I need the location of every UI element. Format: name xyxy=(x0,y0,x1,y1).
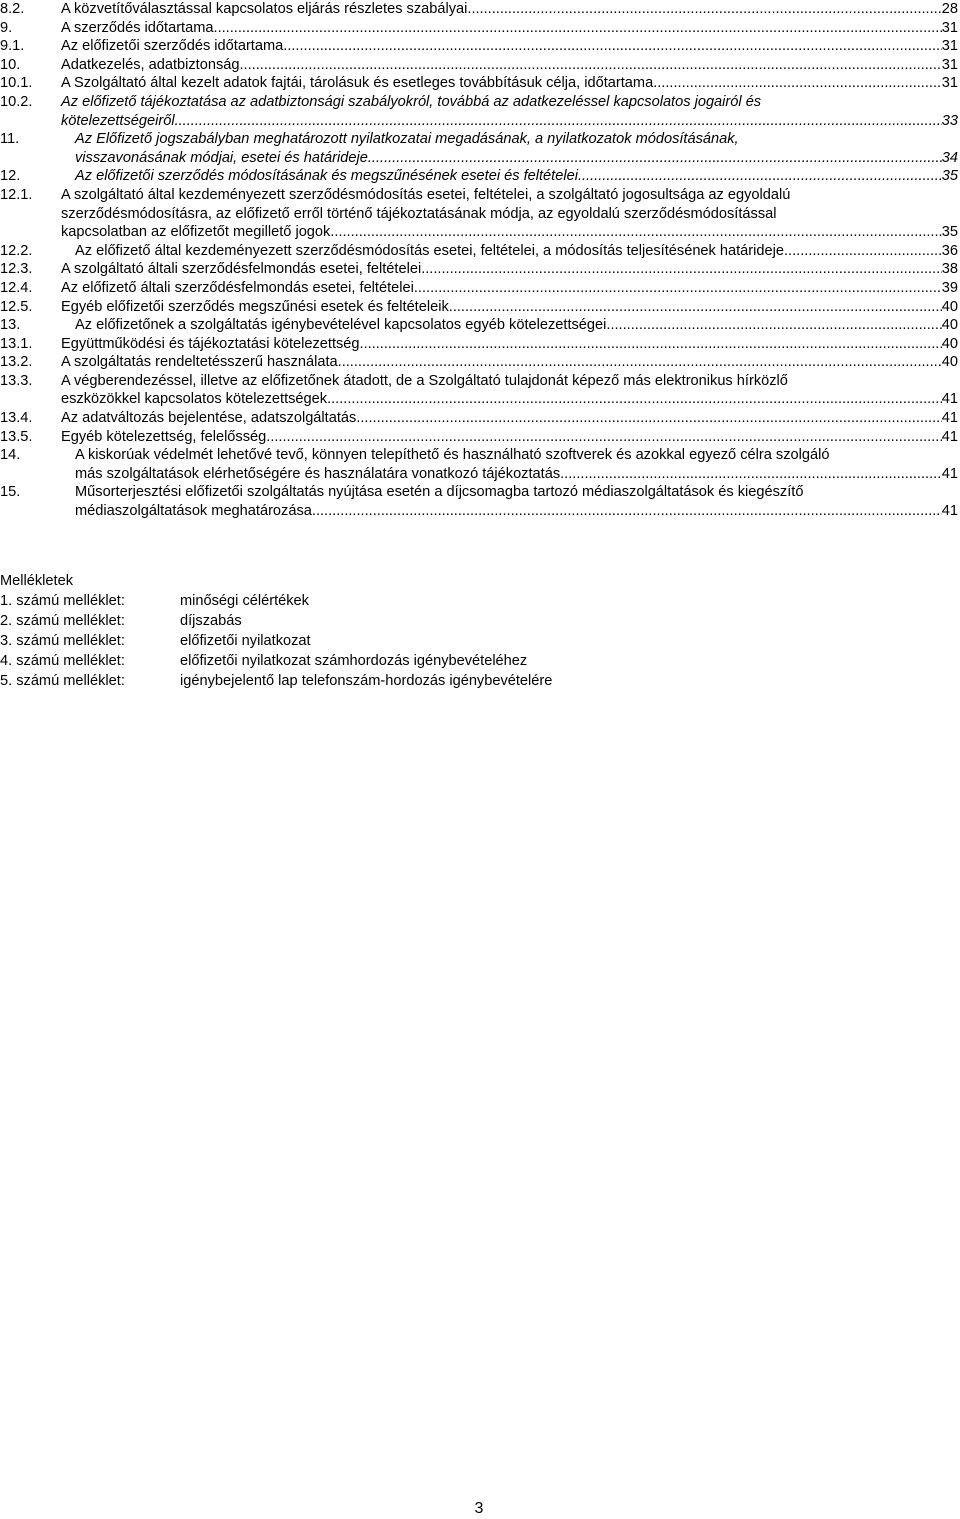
page-number: 3 xyxy=(474,1500,484,1517)
toc-entry-page: 41 xyxy=(941,428,958,445)
toc-entry-number: 13.3. xyxy=(0,372,33,389)
toc-entry-page: 41 xyxy=(941,503,958,520)
toc-entry-number: 13.5. xyxy=(0,428,33,445)
toc-entry-title: szerződésmódosításra, az előfizető erről történő tájékoztatásának módja, az egyoldalú szerződésmódosítással xyxy=(61,205,777,222)
toc-entry[interactable] xyxy=(0,74,958,93)
toc-entry-title: Egyéb kötelezettség, felelősség xyxy=(61,428,267,445)
toc-entry-line xyxy=(61,390,958,409)
toc-entry-title: médiaszolgáltatások meghatározása xyxy=(75,503,312,520)
toc-leader-dots xyxy=(283,37,942,56)
toc-entry-page: 31 xyxy=(941,38,958,55)
toc-entry[interactable] xyxy=(0,409,958,428)
toc-entry-title: A kiskorúak védelmét lehetővé tevő, könnyen telepíthető és használható szoftverek és azokkal egyező célra szolgáló xyxy=(75,447,830,464)
toc-entry-line xyxy=(61,335,958,354)
toc-entry-page: 40 xyxy=(941,298,958,315)
toc-entry-line xyxy=(75,483,958,502)
attachment-description: előfizetői nyilatkozat számhordozás igénybevételéhez xyxy=(180,653,528,669)
toc-entry-body xyxy=(61,260,958,279)
attachment-description: minőségi célértékek xyxy=(180,593,309,609)
toc-entry-title: A szolgáltató általi szerződésfelmondás esetei, feltételei xyxy=(61,261,422,278)
toc-entry-title: Az előfizető tájékoztatása az adatbiztonsági szabályokról, továbbá az adatkezeléssel kapcsolatos jogairól és xyxy=(61,93,762,110)
toc-entry[interactable] xyxy=(0,19,958,38)
toc-entry-line xyxy=(61,186,958,205)
attachment-label: 4. számú melléklet: xyxy=(0,653,125,669)
toc-leader-dots xyxy=(312,502,942,521)
toc-leader-dots xyxy=(421,260,942,279)
attachment-item xyxy=(0,611,552,631)
toc-leader-dots xyxy=(356,409,941,428)
toc-entry[interactable] xyxy=(0,446,958,483)
toc-entry[interactable] xyxy=(0,335,958,354)
attachment-label: 5. számú melléklet: xyxy=(0,673,125,689)
toc-entry[interactable] xyxy=(0,353,958,372)
toc-entry-number: 10. xyxy=(0,56,21,73)
toc-entry[interactable] xyxy=(0,130,958,167)
toc-entry[interactable] xyxy=(0,260,958,279)
toc-entry-line xyxy=(61,74,958,93)
toc-entry-line xyxy=(61,298,958,317)
toc-entry[interactable] xyxy=(0,428,958,447)
toc-leader-dots xyxy=(449,298,942,317)
toc-entry[interactable] xyxy=(0,93,958,130)
toc-entry-title: Az előfizetőnek a szolgáltatás igénybevételével kapcsolatos egyéb kötelezettségei xyxy=(75,317,607,334)
toc-entry-title: más szolgáltatások elérhetőségére és használatára vonatkozó tájékoztatás xyxy=(75,465,561,482)
toc-entry-page: 35 xyxy=(941,168,958,185)
toc-leader-dots xyxy=(560,465,942,484)
toc-entry-number: 8.2. xyxy=(0,1,25,17)
toc-entry-title: A szolgáltatás rendeltetésszerű használata xyxy=(61,354,338,371)
toc-entry-title: Az előfizető általi szerződésfelmondás esetei, feltételei xyxy=(61,279,414,296)
toc-entry-title: A közvetítőválasztással kapcsolatos eljárás részletes szabályai xyxy=(61,1,468,17)
toc-entry-body xyxy=(61,428,958,447)
toc-entry-page: 31 xyxy=(941,19,958,36)
toc-entry-title: Adatkezelés, adatbiztonság xyxy=(61,56,240,73)
toc-entry-title: A végberendezéssel, illetve az előfizetőnek átadott, de a Szolgáltató tulajdonát képező más elektronikus hírközlő xyxy=(61,372,788,389)
toc-entry-body xyxy=(75,483,958,520)
toc-entry-number: 9. xyxy=(0,19,13,36)
toc-leader-dots xyxy=(606,316,941,335)
toc-entry-line xyxy=(61,372,958,391)
toc-entry-number: 13.4. xyxy=(0,410,33,427)
toc-entry-body xyxy=(61,335,958,354)
toc-entry-line xyxy=(61,112,958,131)
toc-entry-number: 10.1. xyxy=(0,75,33,92)
toc-entry-line xyxy=(61,223,958,242)
toc-entry-body xyxy=(75,130,958,167)
toc-entry-line xyxy=(75,446,958,465)
toc-entry-page: 36 xyxy=(941,242,958,259)
toc-leader-dots xyxy=(360,335,942,354)
toc-entry-body xyxy=(61,298,958,317)
toc-entry-line xyxy=(61,19,958,38)
toc-leader-dots xyxy=(214,19,942,38)
toc-entry-line xyxy=(61,37,958,56)
toc-entry-line xyxy=(61,353,958,372)
toc-entry[interactable] xyxy=(0,483,958,520)
toc-entry-number: 12.1. xyxy=(0,186,33,203)
toc-entry[interactable] xyxy=(0,298,958,317)
toc-entry[interactable] xyxy=(0,167,958,186)
toc-leader-dots xyxy=(414,279,942,298)
toc-entry-page: 31 xyxy=(941,75,958,92)
toc-entry-title: Műsorterjesztési előfizetői szolgáltatás nyújtása esetén a díjcsomagba tartozó médiaszolgáltatások és kiegészítő xyxy=(75,484,804,501)
toc-entry-line xyxy=(61,279,958,298)
toc-entry-body xyxy=(61,279,958,298)
toc-entry[interactable] xyxy=(0,316,958,335)
toc-entry-title: Együttműködési és tájékoztatási kötelezettség xyxy=(61,335,360,352)
toc-entry-body xyxy=(75,316,958,335)
toc-entry-body xyxy=(61,409,958,428)
toc-entry-body xyxy=(61,0,958,19)
toc-entry-title: kötelezettségeiről xyxy=(61,112,175,129)
attachment-label: 2. számú melléklet: xyxy=(0,613,125,629)
toc-entry-page: 41 xyxy=(941,410,958,427)
toc-entry-title: kapcsolatban az előfizetőt megillető jogok xyxy=(61,224,331,241)
toc-entry-title: A szerződés időtartama xyxy=(61,19,214,36)
attachments-heading: Mellékletek xyxy=(0,573,73,589)
toc-entry-line xyxy=(61,93,958,112)
toc-leader-dots xyxy=(784,242,942,261)
toc-leader-dots xyxy=(653,74,942,93)
toc-entry-page: 39 xyxy=(941,279,958,296)
toc-entry-page: 40 xyxy=(941,317,958,334)
toc-entry-page: 38 xyxy=(941,261,958,278)
toc-entry-number: 14. xyxy=(0,447,21,464)
toc-leader-dots xyxy=(175,112,942,131)
toc-entry-page: 41 xyxy=(941,465,958,482)
toc-entry[interactable] xyxy=(0,242,958,261)
toc-leader-dots xyxy=(266,428,942,447)
toc-entry-body xyxy=(61,37,958,56)
toc-entry-body xyxy=(61,372,958,409)
toc-entry-page: 33 xyxy=(941,112,958,129)
toc-entry-title: Az adatváltozás bejelentése, adatszolgáltatás xyxy=(61,410,357,427)
toc-entry-line xyxy=(75,316,958,335)
toc-leader-dots xyxy=(338,353,942,372)
toc-entry-number: 12. xyxy=(0,168,21,185)
toc-entry[interactable] xyxy=(0,56,958,75)
toc-entry[interactable] xyxy=(0,0,958,19)
toc-entry[interactable] xyxy=(0,279,958,298)
toc-entry-number: 13.2. xyxy=(0,354,33,371)
toc-entry-line xyxy=(61,409,958,428)
toc-entry-title: eszközökkel kapcsolatos kötelezettségek xyxy=(61,391,328,408)
toc-entry-title: Az előfizetői szerződés módosításának és megszűnésének esetei és feltételei xyxy=(75,168,578,185)
toc-entry-line xyxy=(75,130,958,149)
toc-entry-number: 15. xyxy=(0,484,21,501)
toc-entry-body xyxy=(75,242,958,261)
toc-entry-number: 13.1. xyxy=(0,335,33,352)
attachment-item xyxy=(0,671,552,691)
toc-entry-page: 41 xyxy=(941,391,958,408)
toc-entry-title: visszavonásának módjai, esetei és határideje xyxy=(75,149,368,166)
toc-entry-line xyxy=(61,260,958,279)
toc-entry-body xyxy=(61,74,958,93)
toc-entry-page: 34 xyxy=(941,149,958,166)
toc-entry-line xyxy=(61,428,958,447)
attachment-description: díjszabás xyxy=(180,613,242,629)
attachment-description: igénybejelentő lap telefonszám-hordozás igénybevételére xyxy=(180,673,553,689)
toc-leader-dots xyxy=(330,223,941,242)
toc-entry-page: 40 xyxy=(941,335,958,352)
toc-entry-page: 28 xyxy=(941,1,958,17)
toc-entry-title: A szolgáltató által kezdeményezett szerződésmódosítás esetei, feltételei, a szolgáltató jogosultsága az egyoldalú xyxy=(61,186,791,203)
toc-entry-title: Egyéb előfizetői szerződés megszűnési esetek és feltételeik xyxy=(61,298,449,315)
toc-entry-page: 35 xyxy=(941,224,958,241)
toc-entry-body xyxy=(75,167,958,186)
toc-entry-line xyxy=(75,167,958,186)
toc-leader-dots xyxy=(467,0,941,19)
toc-entry-line xyxy=(75,149,958,168)
toc-entry-number: 9.1. xyxy=(0,38,25,55)
toc-entry-page: 31 xyxy=(941,56,958,73)
toc-leader-dots xyxy=(327,390,942,409)
toc-entry-body xyxy=(61,56,958,75)
toc-entry-number: 12.2. xyxy=(0,242,33,259)
toc-entry-body xyxy=(61,93,958,130)
toc-entry-title: Az előfizető által kezdeményezett szerződésmódosítás esetei, feltételei, a módosítás teljesítésének határideje xyxy=(75,242,784,259)
attachment-label: 1. számú melléklet: xyxy=(0,593,125,609)
toc-entry-line xyxy=(75,465,958,484)
toc-entry[interactable] xyxy=(0,186,958,242)
attachment-description: előfizetői nyilatkozat xyxy=(180,633,311,649)
table-of-contents xyxy=(0,0,958,521)
toc-entry-title: A Szolgáltató által kezelt adatok fajtái, tárolásuk és esetleges továbbításuk célja, időtartama xyxy=(61,75,654,92)
toc-entry-number: 12.5. xyxy=(0,298,33,315)
attachment-label: 3. számú melléklet: xyxy=(0,633,125,649)
toc-entry-line xyxy=(75,502,958,521)
toc-entry-line xyxy=(61,0,958,19)
toc-entry-number: 12.3. xyxy=(0,261,33,278)
toc-entry-number: 10.2. xyxy=(0,93,33,110)
toc-leader-dots xyxy=(368,149,942,168)
toc-entry-number: 11. xyxy=(0,131,20,148)
toc-entry-title: Az előfizetői szerződés időtartama xyxy=(61,38,284,55)
toc-entry[interactable] xyxy=(0,37,958,56)
toc-entry-page: 40 xyxy=(941,354,958,371)
attachment-item xyxy=(0,651,552,671)
toc-leader-dots xyxy=(240,56,942,75)
toc-entry[interactable] xyxy=(0,372,958,409)
attachment-item xyxy=(0,591,552,611)
toc-entry-line xyxy=(75,242,958,261)
toc-entry-line xyxy=(61,56,958,75)
toc-entry-title: Az Előfizető jogszabályban meghatározott nyilatkozatai megadásának, a nyilatkozatok módosításának, xyxy=(75,131,739,148)
toc-leader-dots xyxy=(578,167,942,186)
toc-entry-body xyxy=(61,19,958,38)
toc-entry-number: 13. xyxy=(0,317,21,334)
toc-entry-number: 12.4. xyxy=(0,279,33,296)
toc-entry-body xyxy=(61,353,958,372)
toc-entry-body xyxy=(61,186,958,242)
toc-entry-line xyxy=(61,205,958,224)
attachments-section xyxy=(0,571,552,691)
attachment-item xyxy=(0,631,552,651)
toc-entry-body xyxy=(75,446,958,483)
